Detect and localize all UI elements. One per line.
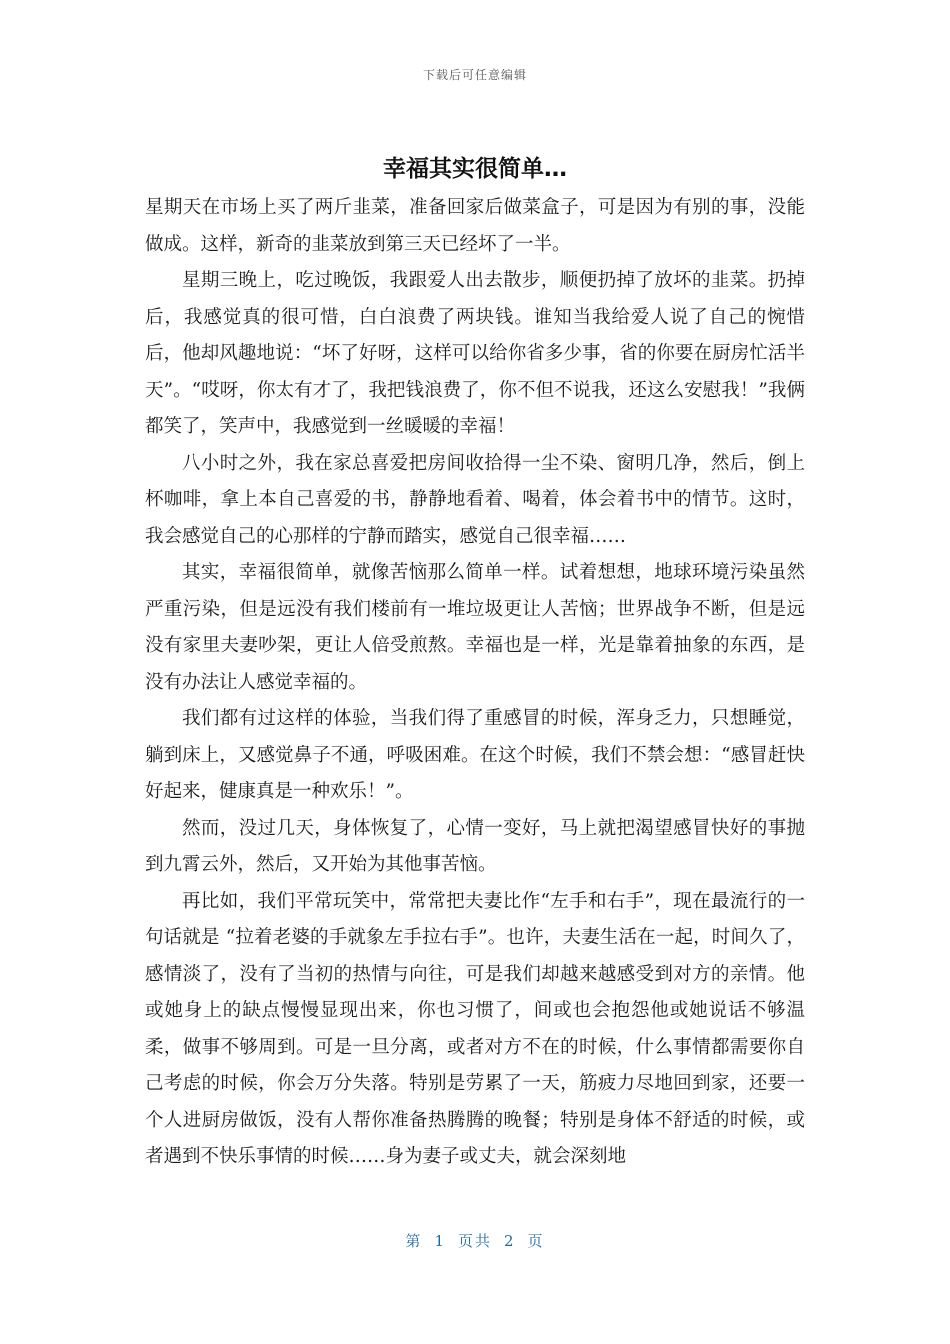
paragraph-1: 星期天在市场上买了两斤韭菜，准备回家后做菜盒子，可是因为有别的事，没能做成。这样，新奇的韭菜放到第三天已经坏了一半。 (145, 197, 805, 255)
footer-total-pages: 2 (504, 1232, 516, 1250)
footer-current-page: 1 (434, 1232, 446, 1250)
page-header: 下载后可任意编辑 (422, 68, 527, 82)
document-body (145, 190, 805, 1176)
paragraph-7: 再比如，我们平常玩笑中，常常把夫妻比作“左手和右手”，现在最流行的一句话就是 “拉着老婆的手就象左手拉右手”。也许，夫妻生活在一起，时间久了，感情淡了，没有了当初的热情与向往，可是我们却越来越感受到对方的亲情。他或她身上的缺点慢慢显现出来，你也习惯了，间或也会抱怨他或她说话不够温柔，做事不够周到。可是一旦分离，或者对方不在的时候，什么事情都需要你自己考虑的时候，你会万分失落。特别是劳累了一天，筋疲力尽地回到家，还要一个人进厨房做饭，没有人帮你准备热腾腾的晚餐；特别是身体不舒适的时候，或者遇到不快乐事情的时候……身为妻子或丈夫，就会深刻地 (145, 890, 805, 1167)
page-footer (0, 1230, 950, 1251)
footer-label-page: 第 (405, 1232, 423, 1250)
paragraph-3: 八小时之外，我在家总喜爱把房间收拾得一尘不染、窗明几净，然后，倒上杯咖啡，拿上本自己喜爱的书，静静地看着、喝着，体会着书中的情节。这时，我会感觉自己的心那样的宁静而踏实，感觉自己很幸福…… (145, 452, 805, 547)
paragraph-4: 其实，幸福很简单，就像苦恼那么简单一样。试着想想，地球环境污染虽然严重污染，但是远没有我们楼前有一堆垃圾更让人苦恼；世界战争不断，但是远没有家里夫妻吵架，更让人倍受煎熬。幸福也是一样，光是靠着抽象的东西，是没有办法让人感觉幸福的。 (145, 562, 805, 693)
paragraph-6: 然而，没过几天，身体恢复了，心情一变好，马上就把渴望感冒快好的事抛到九霄云外，然后，又开始为其他事苦恼。 (145, 817, 805, 875)
footer-label-end: 页 (527, 1232, 545, 1250)
paragraph-5: 我们都有过这样的体验，当我们得了重感冒的时候，浑身乏力，只想睡觉，躺到床上，又感觉鼻子不通，呼吸困难。在这个时候，我们不禁会想：“感冒赶快好起来，健康真是一种欢乐！”。 (145, 708, 805, 802)
document-title: 幸福其实很简单… (383, 156, 567, 182)
footer-label-of: 页共 (457, 1232, 492, 1250)
paragraph-2: 星期三晚上，吃过晚饭，我跟爱人出去散步，顺便扔掉了放坏的韭菜。扔掉后，我感觉真的很可惜，白白浪费了两块钱。谁知当我给爱人说了自己的惋惜后，他却风趣地说：“坏了好呀，这样可以给你省多少事，省的你要在厨房忙活半天”。“哎呀，你太有才了，我把钱浪费了，你不但不说我，还这么安慰我！”我俩都笑了，笑声中，我感觉到一丝暖暖的幸福！ (145, 270, 805, 437)
